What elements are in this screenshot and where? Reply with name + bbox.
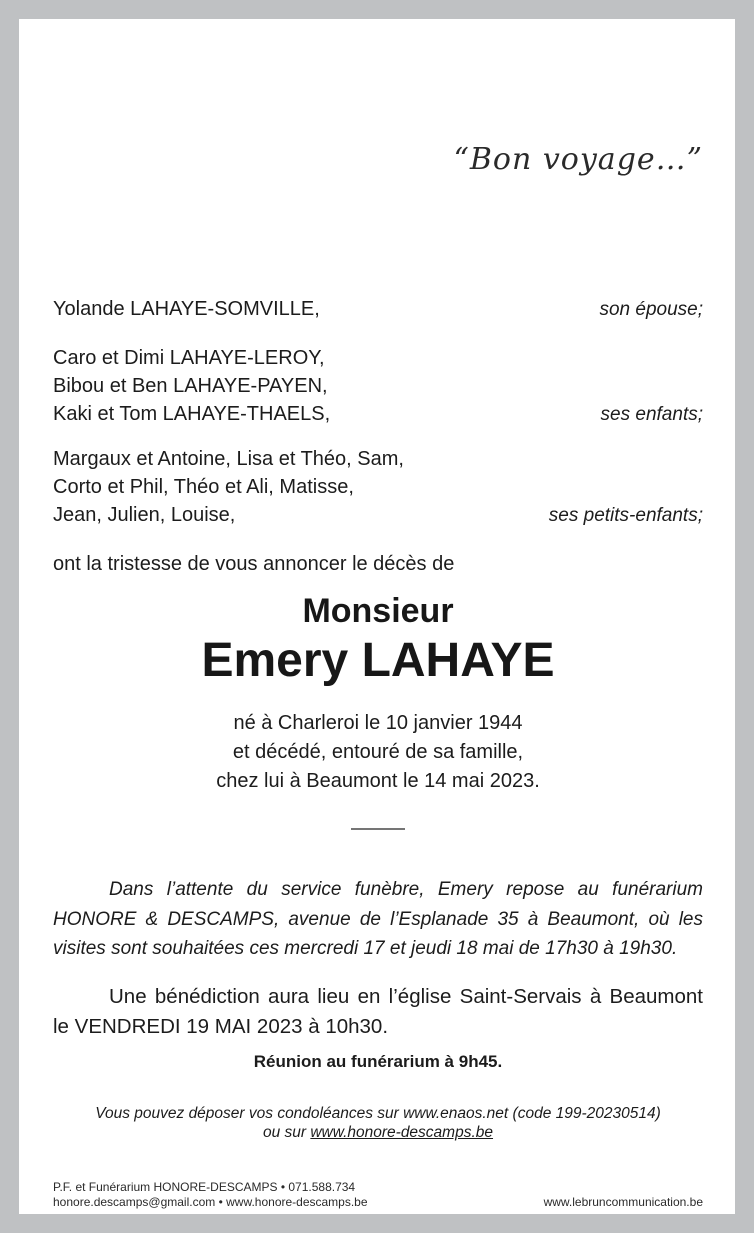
grandchildren-line: Jean, Julien, Louise, xyxy=(53,504,236,526)
condolences-line-2-prefix: ou sur xyxy=(262,1123,311,1141)
grandchildren-line: Corto et Phil, Théo et Ali, Matisse, xyxy=(53,476,354,498)
spouse-row xyxy=(53,295,703,324)
deceased-name: Emery LAHAYE xyxy=(201,634,555,687)
grandchildren-relation: ses petits-enfants; xyxy=(548,505,703,526)
condolences-block xyxy=(53,1104,703,1142)
children-line: Caro et Dimi LAHAYE-LEROY, xyxy=(53,347,325,369)
grandchildren-last-row xyxy=(53,501,703,530)
condolences-line-1: Vous pouvez déposer vos condoléances sur www.enaos.net (code 199-20230514) xyxy=(95,1104,661,1122)
announcement-text: ont la tristesse de vous annoncer le décès de xyxy=(53,553,455,575)
footer xyxy=(53,1180,703,1210)
children-last-row xyxy=(53,400,703,429)
footer-contact xyxy=(53,1180,368,1210)
footer-contact-line-2: honore.descamps@gmail.com • www.honore-descamps.be xyxy=(53,1194,368,1209)
spouse-name: Yolande LAHAYE-SOMVILLE, xyxy=(53,298,320,320)
death-line-2: chez lui à Beaumont le 14 mai 2023. xyxy=(216,770,540,792)
reunion-note: Réunion au funérarium à 9h45. xyxy=(253,1051,503,1071)
footer-credit: www.lebruncommunication.be xyxy=(543,1194,703,1209)
children-block xyxy=(53,344,703,429)
children-line: Kaki et Tom LAHAYE-THAELS, xyxy=(53,403,331,425)
children-line: Bibou et Ben LAHAYE-PAYEN, xyxy=(53,375,328,397)
footer-contact-line-1: P.F. et Funérarium HONORE-DESCAMPS • 071.588.734 xyxy=(53,1179,356,1194)
benediction-paragraph: Une bénédiction aura lieu en l’église Saint-Servais à Beaumont le VENDREDI 19 MAI 2023 à 10h30. xyxy=(53,984,703,1038)
quote-text: “Bon voyage…” xyxy=(453,142,703,177)
life-details xyxy=(53,709,703,796)
condolences-link[interactable]: www.honore-descamps.be xyxy=(310,1123,494,1141)
section-divider xyxy=(351,828,405,830)
birth-line: né à Charleroi le 10 janvier 1944 xyxy=(233,712,523,734)
condolences-line-2 xyxy=(53,1123,703,1142)
death-line-1: et décédé, entouré de sa famille, xyxy=(232,741,524,763)
announcement-card xyxy=(19,19,735,1214)
deceased-title: Monsieur xyxy=(302,592,454,630)
children-relation: ses enfants; xyxy=(600,404,703,425)
repose-paragraph: Dans l’attente du service funèbre, Emery repose au funérarium HONORE & DESCAMPS, avenue de l’Esplanade 35 à Beaumont, où les visites sont souhaitées ces mercredi 17 et jeudi 18 mai de 17h30 à 19h30. xyxy=(53,879,703,959)
grandchildren-line: Margaux et Antoine, Lisa et Théo, Sam, xyxy=(53,448,404,470)
spouse-relation: son épouse; xyxy=(599,299,703,320)
grandchildren-block xyxy=(53,445,703,530)
